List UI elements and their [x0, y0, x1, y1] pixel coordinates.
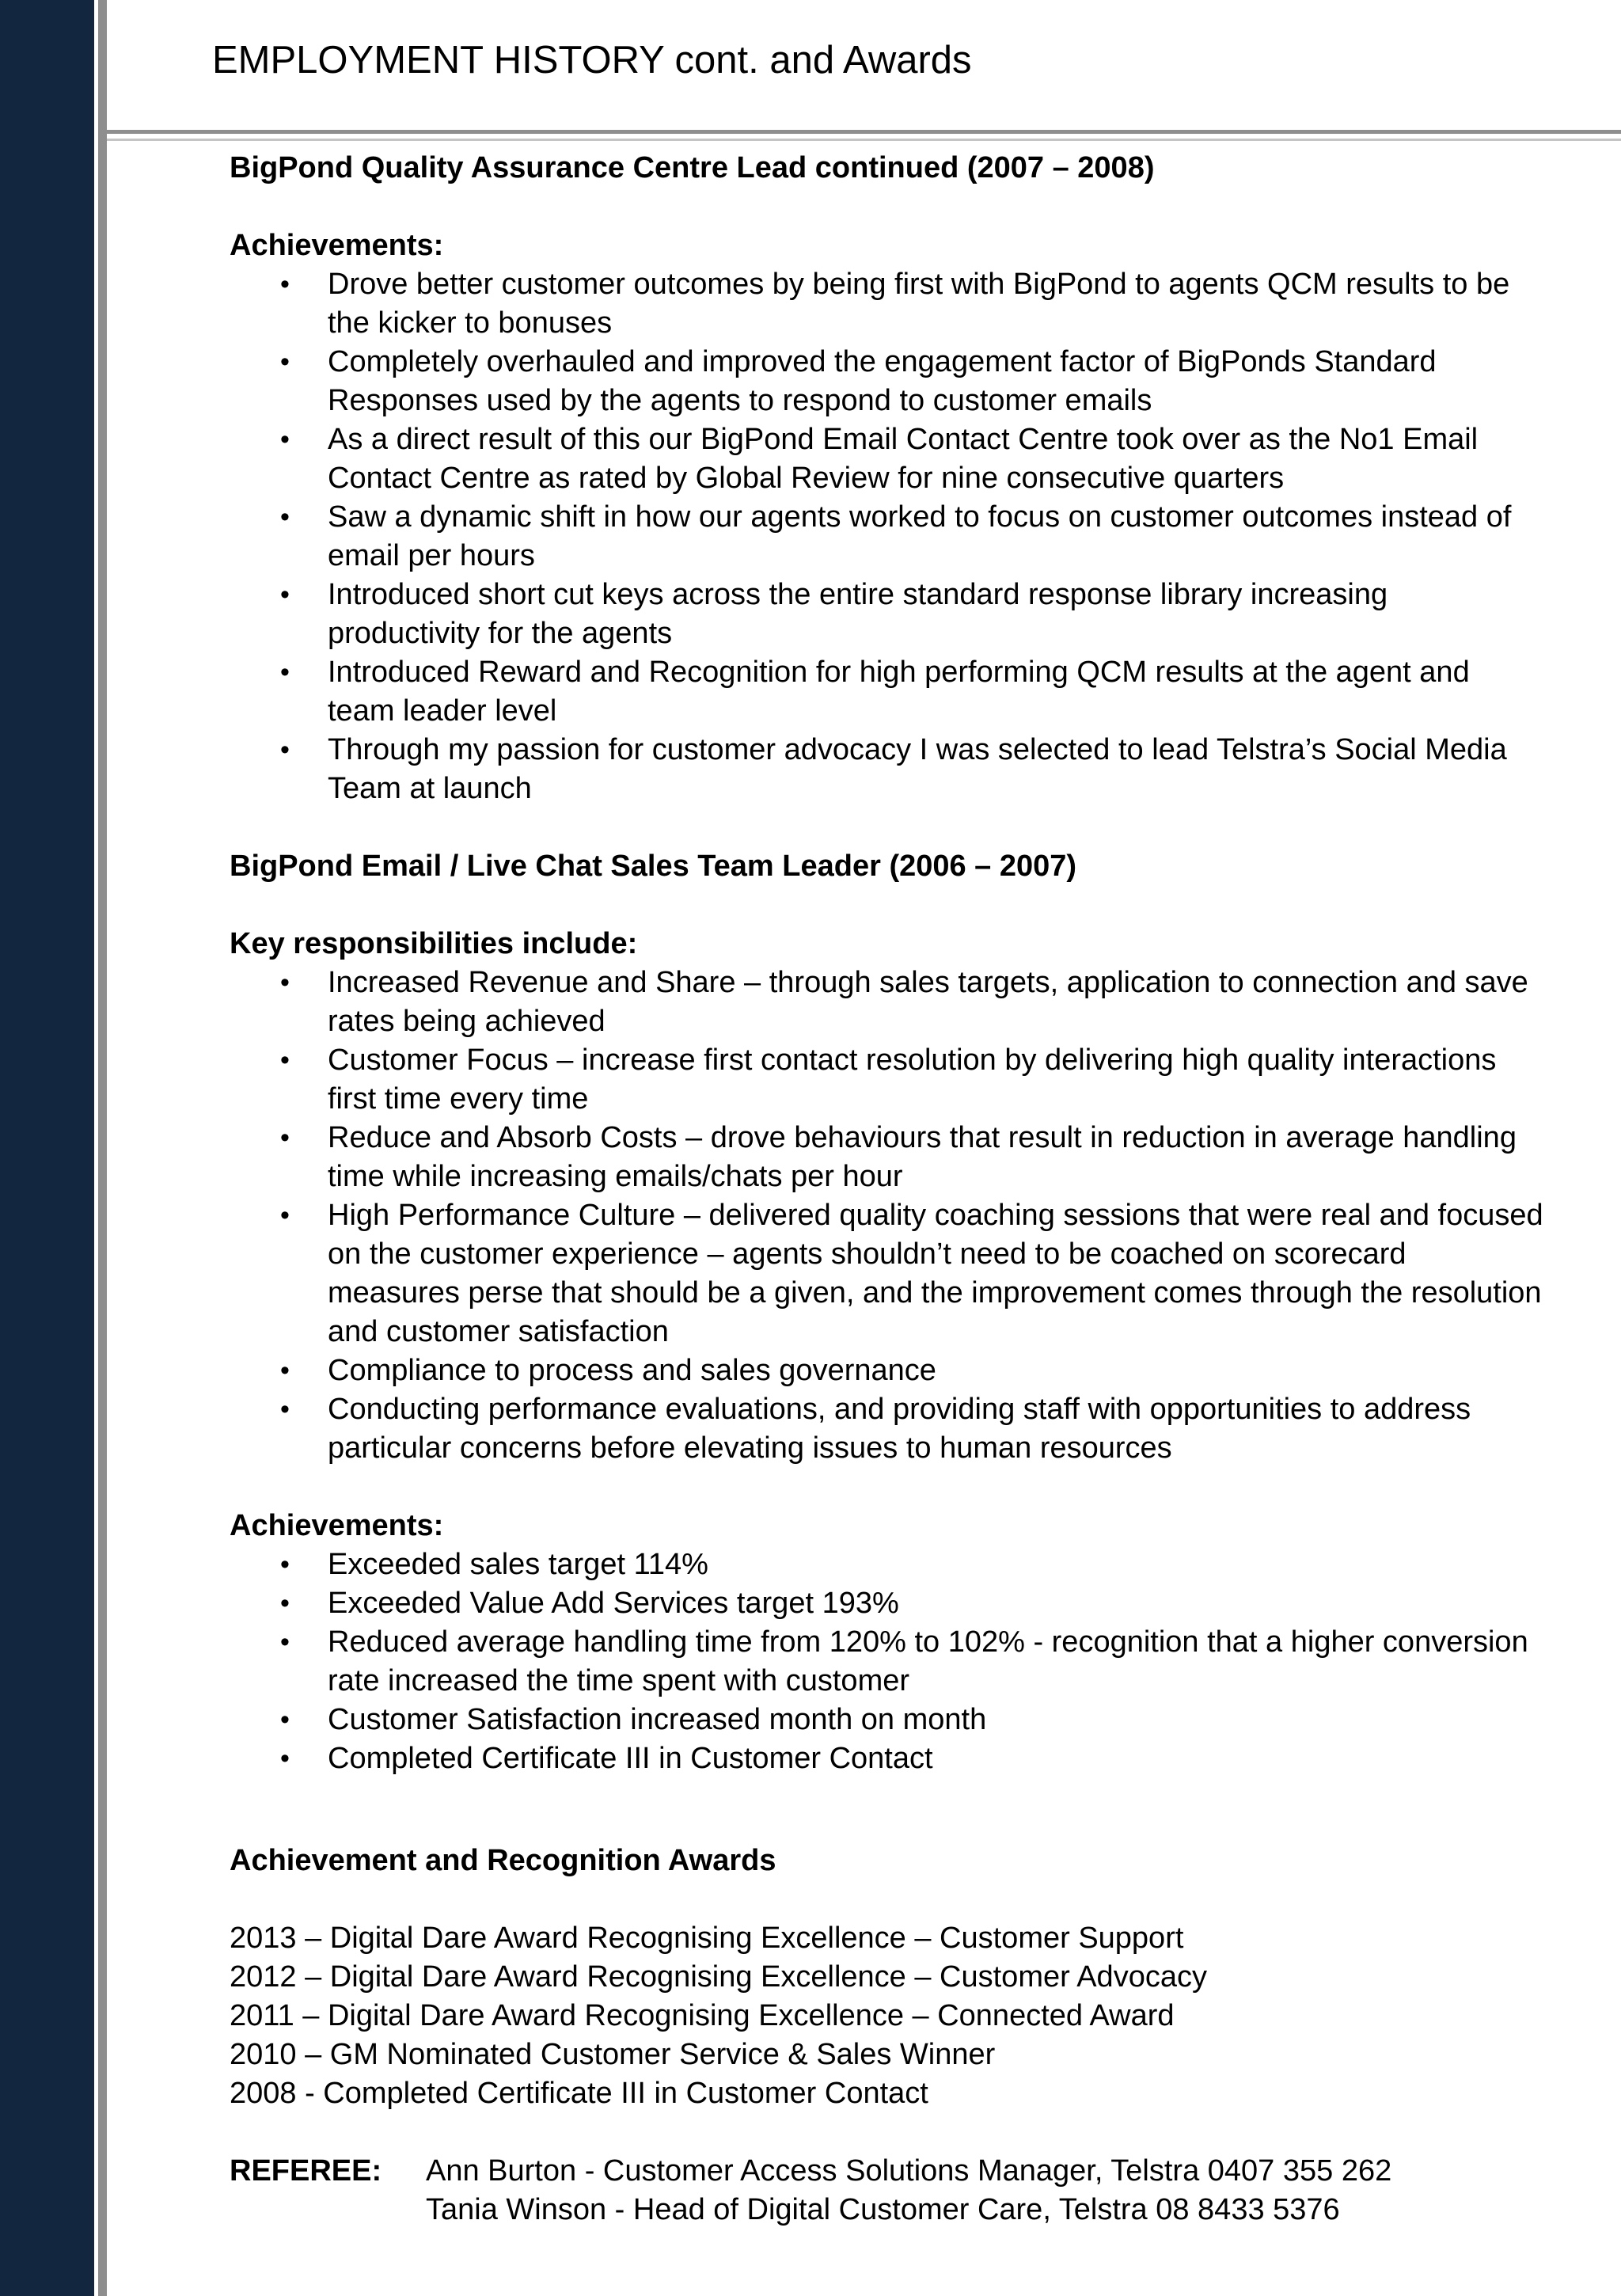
role-title-qa-lead: BigPond Quality Assurance Centre Lead continued (2007 – 2008) [230, 151, 1155, 184]
referee-lines [426, 2152, 1391, 2229]
header-divider [107, 130, 1621, 134]
list-item: • Completed Certificate III in Customer Contact [230, 1739, 1543, 1778]
role-title-team-leader: BigPond Email / Live Chat Sales Team Leader (2006 – 2007) [230, 850, 1077, 883]
referee-block [230, 2152, 1543, 2229]
header-divider-light [107, 139, 1621, 141]
awards-heading: Achievement and Recognition Awards [230, 1844, 776, 1877]
achievements-list-team-leader [230, 1545, 1543, 1778]
achievements-list-qa [230, 265, 1543, 808]
award-item: 2010 – GM Nominated Customer Service & Sales Winner [230, 2038, 996, 2071]
list-item: • As a direct result of this our BigPond Email Contact Centre took over as the No1 Email Contact Centre as rated by Global Review for nine consecutive quarters [230, 420, 1543, 498]
list-item: • Conducting performance evaluations, and providing staff with opportunities to address particular concerns before elevating issues to human resources [230, 1390, 1543, 1468]
sidebar-navy-bar [0, 0, 94, 2296]
awards-list [230, 1919, 1543, 2113]
list-item: • Reduced average handling time from 120% to 102% - recognition that a higher conversion rate increased the time spent with customer [230, 1623, 1543, 1701]
sidebar-gray-bar [98, 0, 107, 2296]
list-item: • Increased Revenue and Share – through sales targets, application to connection and save rates being achieved [230, 964, 1543, 1041]
award-item: 2011 – Digital Dare Award Recognising Excellence – Connected Award [230, 1999, 1175, 2032]
list-item: • Customer Satisfaction increased month on month [230, 1701, 1543, 1739]
list-item: • Exceeded sales target 114% [230, 1545, 1543, 1584]
list-item: • Through my passion for customer advocacy I was selected to lead Telstra’s Social Media Team at launch [230, 731, 1543, 808]
achievements-heading-qa: Achievements: [230, 229, 444, 262]
referee-label: REFEREE: [230, 2154, 382, 2188]
award-item: 2013 – Digital Dare Award Recognising Excellence – Customer Support [230, 1922, 1184, 1955]
responsibilities-heading: Key responsibilities include: [230, 927, 638, 960]
list-item: • Drove better customer outcomes by being first with BigPond to agents QCM results to be the kicker to bonuses [230, 265, 1543, 343]
achievements-heading-team-leader: Achievements: [230, 1509, 444, 1542]
resume-content [230, 149, 1543, 2229]
list-item: • Compliance to process and sales governance [230, 1351, 1543, 1390]
list-item: • Exceeded Value Add Services target 193% [230, 1584, 1543, 1623]
responsibilities-list [230, 964, 1543, 1468]
award-item: 2012 – Digital Dare Award Recognising Excellence – Customer Advocacy [230, 1960, 1207, 1994]
list-item: • Introduced short cut keys across the entire standard response library increasing productivity for the agents [230, 576, 1543, 653]
referee-line: Ann Burton - Customer Access Solutions Manager, Telstra 0407 355 262 [426, 2154, 1392, 2188]
list-item: • Completely overhauled and improved the engagement factor of BigPonds Standard Responses used by the agents to respond to customer emails [230, 343, 1543, 420]
list-item: • Introduced Reward and Recognition for high performing QCM results at the agent and team leader level [230, 653, 1543, 731]
list-item: • Reduce and Absorb Costs – drove behaviours that result in reduction in average handling time while increasing emails/chats per hour [230, 1119, 1543, 1196]
page-title: EMPLOYMENT HISTORY cont. and Awards [212, 39, 972, 82]
award-item: 2008 - Completed Certificate III in Customer Contact [230, 2077, 928, 2110]
list-item: • High Performance Culture – delivered quality coaching sessions that were real and focused on the customer experience – agents shouldn’t need to be coached on scorecard measures perse that should be a given, and the improvement comes through the resolution and customer satisfaction [230, 1196, 1543, 1351]
list-item: • Saw a dynamic shift in how our agents worked to focus on customer outcomes instead of email per hours [230, 498, 1543, 576]
referee-line: Tania Winson - Head of Digital Customer Care, Telstra 08 8433 5376 [426, 2193, 1340, 2226]
list-item: • Customer Focus – increase first contact resolution by delivering high quality interactions first time every time [230, 1041, 1543, 1119]
